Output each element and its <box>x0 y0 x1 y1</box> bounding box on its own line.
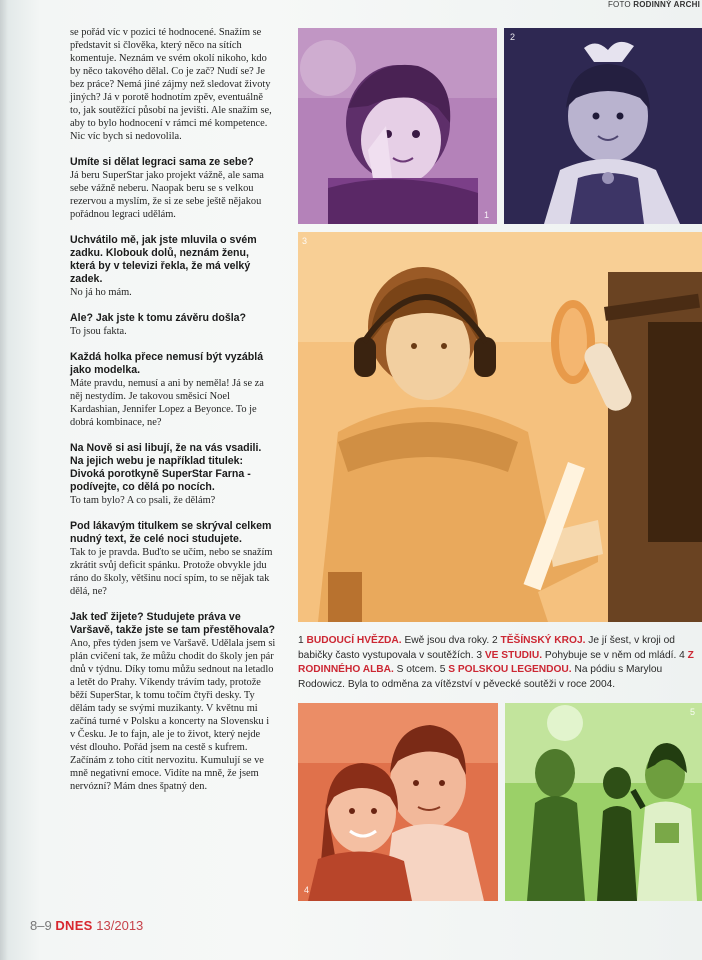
answer: Já beru SuperStar jako projekt vážně, ale sama sebe vážně neberu. Naopak beru se s velkou rezervou a myslím, že si ze sebe ještě nějakou pořádnou legraci udělám. <box>70 170 264 220</box>
caption-text: Je jí šest, v kroji od babičky často vystupovala v soutěžích. <box>298 635 675 661</box>
page-numbers: 8–9 <box>30 918 52 933</box>
qa-block <box>70 156 276 221</box>
caption-title: VE STUDIU. <box>484 649 543 661</box>
photo-folk-costume-illustration <box>504 28 702 224</box>
photo-number: 4 <box>304 885 310 895</box>
page-binding-edge <box>0 0 8 960</box>
issue-number: 13/2013 <box>96 918 144 933</box>
caption-title: S POLSKOU LEGENDOU. <box>448 664 572 675</box>
photo-captions <box>298 634 700 692</box>
caption-text: S otcem. <box>393 664 440 675</box>
question: Pod lákavým titulkem se skrýval celkem nudný text, že celé noci studujete. <box>70 520 272 545</box>
caption-number: 2 <box>492 635 498 646</box>
answer: Tak to je pravda. Buďto se učím, nebo se snažím zkrátit svůj deficit spánku. Protože obvykle jdu ráno do školy, většinu nocí spím, to se nějak tak dělá, ne? <box>70 547 273 597</box>
photo-with-father-illustration <box>298 703 498 901</box>
question: Každá holka přece nemusí být vyzáblá jako modelka. <box>70 351 264 376</box>
answer: Máte pravdu, nemusí a ani by neměla! Já se za něj nestydím. Je takovou směsicí Noel Kardashian, Jennifer Lopez a Beyonce. To je dobrá kombinace, ne? <box>70 378 264 428</box>
caption-number: 3 <box>476 649 483 661</box>
photo-credit: FOTO RODINNÝ ARCHI <box>607 0 700 9</box>
qa-block <box>70 234 276 299</box>
photo-number: 2 <box>510 32 516 42</box>
question: Ale? Jak jste k tomu závěru došla? <box>70 312 247 324</box>
photo-studio-illustration <box>298 232 702 622</box>
qa-block <box>70 351 276 429</box>
caption-text: Ewě jsou dva roky. <box>401 635 493 646</box>
intro-paragraph: se pořád víc v pozici té hodnocené. Snažím se představit si člověka, který něco na sítích komentuje. Neznám ve svém okolí nikoho, kdo by něco takového dělal. Co je zač? Nudí se? Je bez práce? Nemá jiné zájmy než sledovat životy jiných? Já v porotě hodnotím zpěv, eventuálně to, jak soutěžící působí na jevišti. Ale snažím se, aby to bylo hodnocení v rámci mé kompetence. Nic víc bych si nedovolila. <box>70 27 272 142</box>
answer: To jsou fakta. <box>70 326 127 337</box>
photo-on-stage-illustration <box>505 703 702 901</box>
photo-folk-costume <box>504 28 702 224</box>
question: Umíte si dělat legraci sama ze sebe? <box>70 156 254 168</box>
answer: No já ho mám. <box>70 287 132 298</box>
photo-toddler <box>298 28 497 224</box>
caption-text: Pohybuje se v něm od mládí. <box>542 649 680 661</box>
caption-title: Z RODINNÉHO ALBA. <box>298 649 694 675</box>
question: Uchvátilo mě, jak jste mluvila o svém zadku. Klobouk dolů, neznám ženu, která by v televizi řekla, že má velký zadek. <box>70 234 257 285</box>
qa-block <box>70 442 276 507</box>
caption-text: Na pódiu s Marylou Rodowicz. Byla to odměna za vítězství v pěvecké soutěži v roce 2004. <box>298 664 663 690</box>
photo-studio <box>298 232 702 622</box>
question: Jak teď žijete? Studujete práva ve Varšavě, takže jste se tam přestěhovala? <box>70 611 275 636</box>
photo-number: 3 <box>302 236 308 246</box>
photo-number: 5 <box>690 707 696 717</box>
question: Na Nově si asi libují, že na vás vsadili. Na jejich webu je například titulek: Divoká porotkyně SuperStar Farna - podívejte, co dělá po nocích. <box>70 442 262 493</box>
answer: To tam bylo? A co psali, že dělám? <box>70 495 216 506</box>
caption-number: 4 <box>679 649 685 661</box>
page-footer <box>30 918 143 933</box>
caption-number: 1 <box>298 635 304 646</box>
answer: Ano, přes týden jsem ve Varšavě. Udělala jsem si plán cvičení tak, že můžu chodit do školy jen pár dnů v týdnu. Díky tomu můžu sednout na letadlo a letět do Prahy. Víkendy trávím tady, protože běží SuperStar, k tomu točím čtyři desky. Ty dělám tady se svými muzikanty. V květnu mi začíná turné v Polsku a koncerty na Slovensku i v Česku. Je to fajn, ale je to život, který nejde vést dlouho. Pořád jsem na cestě s kufrem. Začínám z toho cítit nervozitu. Kumulují se ve mně negativní emoce. Vidíte na mně, že jsem nervózní? Mám dnes špatný den. <box>70 638 276 792</box>
photo-on-stage <box>505 703 702 901</box>
qa-block <box>70 611 276 793</box>
qa-block <box>70 520 276 598</box>
photo-toddler-illustration <box>298 28 497 224</box>
photo-number: 1 <box>484 210 490 220</box>
magazine-brand: DNES <box>55 918 93 933</box>
caption-number: 5 <box>439 664 446 675</box>
caption-title: BUDOUCÍ HVĚZDA. <box>306 635 402 646</box>
caption-title: TĚŠÍNSKÝ KROJ. <box>500 635 586 646</box>
qa-block <box>70 312 276 338</box>
interview-column <box>70 26 276 806</box>
photo-with-father <box>298 703 498 901</box>
